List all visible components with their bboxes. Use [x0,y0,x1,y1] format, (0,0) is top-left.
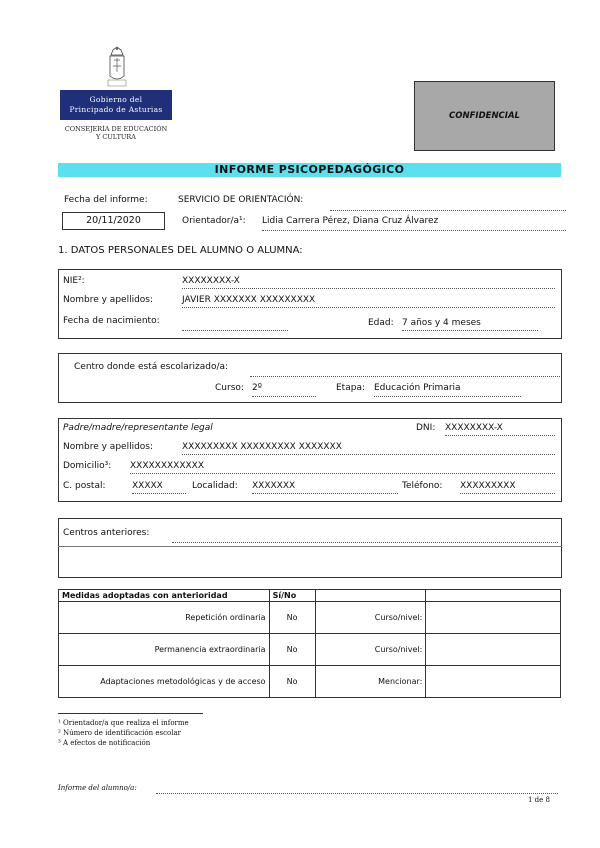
confidential-box [414,81,555,151]
footnote-3: ³ A efectos de notificación [58,739,151,747]
medida-name: Adaptaciones metodológicas y de acceso [59,666,270,698]
medida-extra-label: Curso/nivel: [315,602,426,634]
localidad-value: XXXXXXX [252,481,296,491]
medida-extra-value[interactable] [426,666,561,698]
servicio-field[interactable] [330,201,566,211]
curso-value: 2º [252,383,262,393]
confidential-label: CONFIDENCIAL [449,111,520,121]
nie-value: XXXXXXXX-X [182,276,240,286]
alumno-nombre-value: JAVIER XXXXXXX XXXXXXXXX [182,295,316,305]
table-row [59,666,561,698]
medidas-header-col2: Sí/No [269,590,315,602]
title-banner [58,163,561,177]
medida-extra-label: Mencionar: [315,666,426,698]
anteriores-field[interactable] [172,532,558,543]
medida-extra-value[interactable] [426,602,561,634]
medidas-table [58,589,561,698]
medida-extra-label: Curso/nivel: [315,634,426,666]
anteriores-label: Centros anteriores: [63,528,150,538]
fecha-label: Fecha del informe: [64,195,148,205]
edad-field[interactable] [402,318,538,331]
informe-field[interactable] [156,787,558,794]
medida-sino[interactable]: No [269,634,315,666]
cp-label: C. postal: [63,481,106,491]
dni-label: DNI: [416,423,436,433]
medida-extra-value[interactable] [426,634,561,666]
familia-nombre-value: XXXXXXXXX XXXXXXXXX XXXXXXX [182,442,342,452]
familia-nombre-label: Nombre y apellidos: [63,442,154,452]
alumno-nombre-label: Nombre y apellidos: [63,295,154,305]
edad-value: 7 años y 4 meses [402,318,481,328]
section1-title: 1. DATOS PERSONALES DEL ALUMNO O ALUMNA: [58,245,303,256]
medida-sino[interactable]: No [269,666,315,698]
curso-field[interactable] [252,383,316,397]
dept-line2: Y CULTURA [96,133,136,141]
edad-label: Edad: [368,318,394,328]
telefono-label: Teléfono: [402,481,443,491]
nacimiento-label: Fecha de nacimiento: [63,316,160,326]
nacimiento-field[interactable] [182,318,288,331]
footnote-2: ² Número de identificación escolar [58,729,181,737]
servicio-label: SERVICIO DE ORIENTACIÓN: [178,195,304,205]
anteriores-box [58,518,562,578]
domicilio-value: XXXXXXXXXXXX [130,461,204,471]
page-title: INFORME PSICOPEDAGÓGICO [214,163,405,176]
fecha-field[interactable] [62,212,165,230]
government-logo-block [60,90,172,120]
etapa-label: Etapa: [336,383,365,393]
cp-field[interactable] [132,481,186,494]
page-number: 1 de 8 [528,796,550,804]
familia-nombre-field[interactable] [182,442,555,455]
cp-value: XXXXX [132,481,163,491]
etapa-field[interactable] [374,383,521,397]
padre-label: Padre/madre/representante legal [63,423,213,433]
localidad-field[interactable] [252,481,398,494]
medidas-header-blank4 [426,590,561,602]
etapa-value: Educación Primaria [374,383,461,393]
medida-sino[interactable]: No [269,602,315,634]
table-row [59,602,561,634]
telefono-value: XXXXXXXXX [460,481,516,491]
medidas-header-blank3 [315,590,426,602]
anteriores-divider [58,546,562,547]
dept-line1: CONSEJERÍA DE EDUCACIÓN [64,125,168,133]
dni-field[interactable] [445,423,555,436]
domicilio-field[interactable] [130,461,555,474]
footnote-1: ¹ Orientador/a que realiza el informe [58,719,189,727]
nie-field[interactable] [182,276,555,289]
gov-line2: Principado de Asturias [69,105,163,114]
coat-of-arms-icon [104,46,130,88]
department-name [60,125,172,141]
orientador-field[interactable] [262,216,566,231]
footnote-divider [58,713,203,714]
gov-line1: Gobierno del [89,95,143,104]
orientador-value: Lidia Carrera Pérez, Diana Cruz Álvarez [262,216,439,226]
fecha-value: 20/11/2020 [86,215,141,226]
table-row [59,634,561,666]
footnotes [58,718,189,748]
centro-label: Centro donde está escolarizado/a: [74,362,229,372]
medidas-header-col1: Medidas adoptadas con anterioridad [59,590,270,602]
medida-name: Repetición ordinaria [59,602,270,634]
orientador-label: Orientador/a¹: [182,216,246,226]
domicilio-label: Domicilio³: [63,461,112,471]
medida-name: Permanencia extraordinaria [59,634,270,666]
alumno-nombre-field[interactable] [182,295,555,308]
nie-label: NIE²: [63,276,85,286]
centro-field[interactable] [250,364,560,377]
telefono-field[interactable] [460,481,555,494]
localidad-label: Localidad: [192,481,238,491]
curso-label: Curso: [215,383,244,393]
dni-value: XXXXXXXX-X [445,423,503,433]
informe-label: Informe del alumno/a: [58,784,137,792]
medidas-header-row [59,590,561,602]
